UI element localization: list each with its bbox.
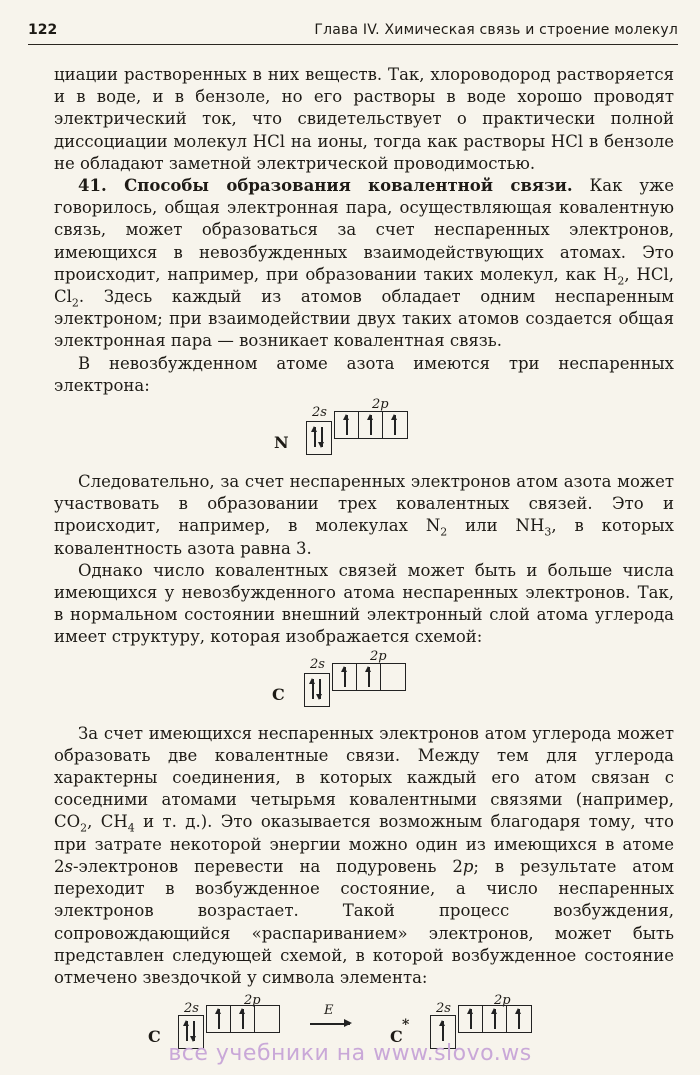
label-2s: 2s: [312, 405, 327, 421]
spin-down-arrow: [319, 679, 321, 699]
orbital-2p: [458, 1005, 532, 1033]
element-symbol-c: C: [272, 684, 285, 704]
paragraph-nitrogen-bonds: [54, 471, 674, 560]
orbital-cell: [255, 1006, 279, 1032]
text-run: , CH: [87, 812, 128, 832]
spin-up-arrow: [394, 415, 396, 435]
text-run: ; в результате атом переходит в возбужденное состояние, а число неспаренных электронов возрастает. Такой процесс возбуждения, сопровождающийся «распариванием» электронов, может быть представлен следующей схемой, в которой возбужденное состояние отмечено звездочкой у символа элемента:: [54, 856, 674, 987]
spin-up-arrow: [368, 667, 370, 687]
subscript: 2: [71, 296, 79, 310]
orbital-2s: [306, 421, 332, 455]
carbon-orbital-diagram: [54, 649, 674, 723]
element-symbol-c-excited: C: [390, 1027, 403, 1047]
paragraph-nitrogen: В невозбужденном атоме азота имеются три неспаренных электрона:: [54, 353, 674, 395]
orbital-cell: [507, 1006, 531, 1032]
label-2p: 2p: [244, 993, 261, 1009]
orbital-cell: [231, 1006, 255, 1032]
orbital-cell: [459, 1006, 483, 1032]
spin-up-arrow: [242, 1009, 244, 1029]
subscript: 2: [80, 821, 88, 835]
orbital-cell: [305, 674, 329, 706]
orbital-2p: [332, 663, 406, 691]
spin-up-arrow: [494, 1009, 496, 1029]
orbital-cell: [483, 1006, 507, 1032]
text-run: За счет имеющихся неспаренных электронов атом углерода может образовать две ковалентные связи. Между тем для углерода характерны соединения, в которых каждый его атом связан с соседними атомами четырьмя ковалентными связями (например, CO: [54, 723, 674, 832]
spin-up-arrow: [218, 1009, 220, 1029]
orbital-cell: [359, 412, 383, 438]
element-symbol-n: N: [274, 433, 289, 453]
spin-down-arrow: [193, 1021, 195, 1041]
orbital-cell: [307, 422, 331, 454]
subscript: 2: [617, 274, 625, 288]
spin-up-arrow: [470, 1009, 472, 1029]
orbital-cell: [383, 412, 407, 438]
spin-up-arrow: [518, 1009, 520, 1029]
text-run: или NH: [447, 516, 545, 536]
label-2p: 2p: [494, 993, 511, 1009]
paragraph-carbon: Однако число ковалентных связей может быть и больше числа имеющихся у невозбужденного атома неспаренных электронов. Так, в нормальном состоянии внешний электронный слой атома углерода имеет структуру, которая изображается схемой:: [54, 560, 674, 647]
subscript: 4: [127, 821, 135, 835]
spin-up-arrow: [442, 1021, 444, 1041]
running-title: Глава IV. Химическая связь и строение молекул: [314, 22, 678, 38]
element-symbol-c: C: [148, 1027, 161, 1047]
italic-p: p: [462, 856, 474, 876]
text-run: -электронов перевести на подуровень 2: [72, 856, 463, 876]
orbital-cell: [207, 1006, 231, 1032]
spin-up-arrow: [344, 667, 346, 687]
label-2s: 2s: [310, 656, 325, 672]
text-run: Как уже говорилось, общая электронная пара, осуществляющая ковалентную связь, может образоваться за счет неспаренных электронов, имеющихся в невозбужденных взаимодействующих атомах. Это происходит, например, при образовании таких молекул, как H: [54, 176, 674, 284]
orbital-cell: [335, 412, 359, 438]
text-run: Следовательно, за счет неспаренных электронов атом азота может участвовать в образовании трех ковалентных связей. Это и происходит, например, в молекулах N: [54, 472, 674, 536]
orbital-2p: [334, 411, 408, 439]
text-run: . Здесь каждый из атомов обладает одним неспаренным электроном; при взаимодействии двух таких атомов создается общая электронная пара — возникает ковалентная связь.: [54, 287, 674, 351]
label-2s: 2s: [436, 1001, 451, 1017]
page-header: [28, 20, 678, 45]
section-heading: 41. Способы образования ковалентной связи.: [78, 176, 573, 196]
spin-down-arrow: [321, 427, 323, 447]
transition-arrow: [310, 1023, 350, 1025]
spin-up-arrow: [186, 1021, 188, 1041]
excited-mark: *: [402, 1017, 410, 1034]
paragraph-excitation: [54, 723, 674, 989]
spin-up-arrow: [314, 427, 316, 447]
orbital-cell: [381, 664, 405, 690]
subscript: 3: [544, 525, 552, 539]
italic-s: s: [64, 856, 73, 876]
orbital-cell: [357, 664, 381, 690]
paragraph-continuation: циации растворенных в них веществ. Так, хлороводород растворяется и в воде, и в бензоле, но его растворы в воде хорошо проводят электрический ток, что свидетельствует о практически полной диссоциации молекул HCl на ионы, тогда как растворы HCl в бензоле не обладают заметной электрической проводимостью.: [54, 65, 674, 173]
label-2p: 2p: [370, 648, 387, 664]
paragraph-section-41: [54, 175, 674, 353]
subscript: 2: [440, 525, 448, 539]
label-2s: 2s: [184, 1001, 199, 1017]
spin-up-arrow: [312, 679, 314, 699]
spin-up-arrow: [370, 415, 372, 435]
watermark-footer: все учебники на www.slovo.ws: [168, 1041, 532, 1066]
energy-label: E: [324, 1003, 334, 1019]
orbital-2p: [206, 1005, 280, 1033]
text-run: , в которых ковалентность азота равна 3.: [54, 516, 674, 558]
page-number: 122: [28, 22, 58, 38]
spin-up-arrow: [346, 415, 348, 435]
label-2p: 2p: [372, 397, 389, 413]
text-run: , HCl, Cl: [54, 264, 674, 307]
orbital-2s: [304, 673, 330, 707]
text-run: и т. д.). Это оказывается возможным благодаря тому, что при затрате некоторой энергии можно один из имеющихся в атоме 2: [54, 812, 674, 876]
nitrogen-orbital-diagram: [54, 397, 674, 471]
page-body: [54, 64, 674, 1059]
orbital-cell: [333, 664, 357, 690]
